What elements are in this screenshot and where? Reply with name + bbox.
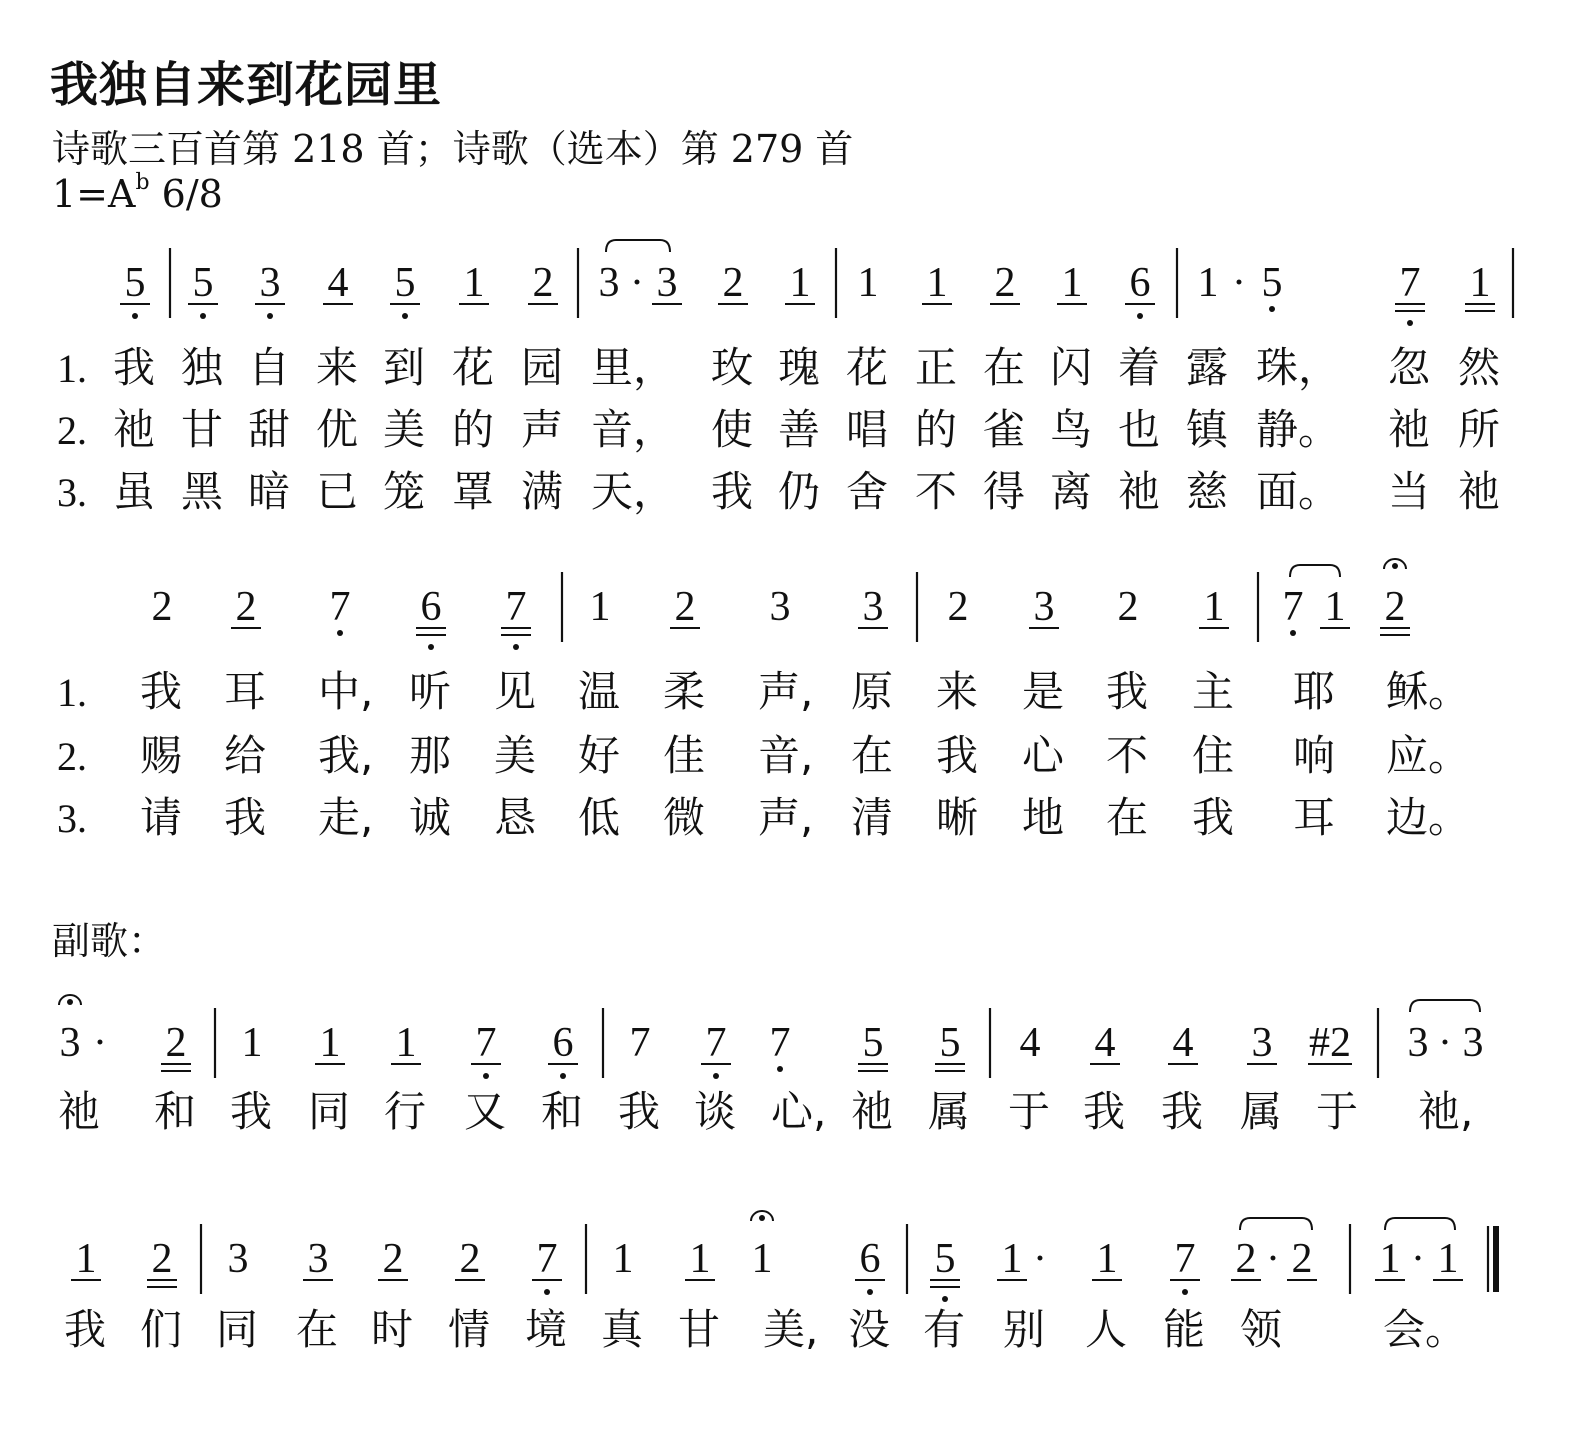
final-bar-thick — [1493, 1226, 1499, 1292]
note: 1 — [1379, 1236, 1401, 1282]
note: 1 — [1096, 1236, 1118, 1282]
lyric-syllable: 的 — [452, 405, 495, 454]
note: 1 — [751, 1236, 773, 1282]
note: 1 — [1324, 584, 1346, 630]
lyric-syllable: 我 — [1192, 793, 1235, 842]
lyric-syllable: 低 — [578, 793, 621, 842]
lyric-syllable: 我 — [224, 793, 267, 842]
lyric-syllable: 我 — [1106, 667, 1149, 716]
note: 1 — [857, 260, 879, 306]
note: 2 — [235, 584, 257, 630]
lyric-syllable: 地 — [1022, 793, 1065, 842]
lyric-syllable: 温 — [578, 667, 621, 716]
lyric-syllable: 人 — [1085, 1305, 1128, 1354]
low-octave-dot — [337, 630, 343, 636]
lyric-syllable: 原 — [851, 667, 894, 716]
lyric-syllable: 甜 — [248, 405, 291, 454]
low-octave-dot — [267, 313, 273, 319]
note: 2 — [1384, 584, 1406, 630]
tie-slur — [1410, 1000, 1480, 1012]
tie-slur — [1290, 565, 1340, 577]
low-octave-dot — [867, 1289, 873, 1295]
lyric-syllable: 自 — [248, 343, 291, 392]
low-octave-dot — [1269, 306, 1275, 312]
note: 3 — [1251, 1020, 1273, 1066]
note: 1 — [789, 260, 811, 306]
note: · — [1438, 1020, 1452, 1066]
lyric-syllable: 给 — [224, 731, 267, 780]
note: 3 — [1462, 1020, 1484, 1066]
note: 1 — [1197, 260, 1219, 306]
note: · — [630, 260, 644, 306]
note: 2 — [532, 260, 554, 306]
lyric-syllable: 听 — [409, 667, 452, 716]
note: 2 — [1117, 584, 1139, 630]
note: 3 — [862, 584, 884, 630]
note: 4 — [1094, 1020, 1116, 1066]
low-octave-dot — [483, 1073, 489, 1079]
low-octave-dot — [513, 644, 519, 650]
lyric-syllable: 赐 — [140, 731, 183, 780]
note: 3 — [769, 584, 791, 630]
lyric-syllable: 柔 — [663, 667, 706, 716]
lyric-syllable: 美 — [494, 731, 537, 780]
note: · — [93, 1020, 107, 1066]
fermata-dot — [759, 1215, 765, 1221]
lyric-syllable: 们 — [140, 1305, 183, 1354]
note: 3 — [656, 260, 678, 306]
lyric-syllable: 我 — [618, 1087, 661, 1136]
note: 3 — [307, 1236, 329, 1282]
lyric-syllable: 恳 — [494, 793, 537, 842]
note: 1 — [1001, 1236, 1023, 1282]
lyric-syllable: 心, — [771, 1087, 827, 1136]
note: 2 — [165, 1020, 187, 1066]
lyric-syllable: 笼 — [383, 467, 426, 516]
note: 2 — [459, 1236, 481, 1282]
lyric-syllable: 谈 — [694, 1087, 737, 1136]
lyric-syllable: 声, — [758, 793, 814, 842]
lyric-syllable: 在 — [983, 343, 1026, 392]
lyric-syllable: 我 — [64, 1305, 107, 1354]
note: · — [1411, 1236, 1425, 1282]
lyric-syllable: 见 — [494, 667, 537, 716]
lyric-syllable: 佳 — [663, 731, 706, 780]
lyric-syllable: 没 — [848, 1305, 891, 1354]
lyric-syllable: 我 — [1161, 1087, 1204, 1136]
note: 3 — [59, 1020, 81, 1066]
note: 1 — [926, 260, 948, 306]
note: 1 — [241, 1020, 263, 1066]
note: · — [1266, 1236, 1280, 1282]
lyric-syllable: 美, — [763, 1305, 819, 1354]
note: 7 — [1399, 260, 1421, 306]
note: 1 — [1437, 1236, 1459, 1282]
lyric-syllable: 在 — [1106, 793, 1149, 842]
lyric-syllable: 音， — [591, 405, 676, 454]
lyric-syllable: 诚 — [409, 793, 452, 842]
song-title: 我独自来到花园里 — [50, 57, 443, 113]
verse-number: 3. — [57, 470, 87, 515]
note: 3 — [1407, 1020, 1429, 1066]
lyric-syllable: 仍 — [778, 467, 821, 516]
note: 5 — [124, 260, 146, 306]
note: 2 — [151, 584, 173, 630]
lyric-syllable: 请 — [140, 793, 183, 842]
note: 1 — [395, 1020, 417, 1066]
lyric-syllable: 有 — [923, 1305, 966, 1354]
low-octave-dot — [777, 1066, 783, 1072]
lyric-syllable: 我 — [711, 467, 754, 516]
lyric-syllable: 得 — [983, 467, 1026, 516]
tie-slur — [606, 240, 670, 252]
lyric-syllable: 优 — [316, 405, 359, 454]
note: 5 — [394, 260, 416, 306]
fermata-dot — [1392, 563, 1398, 569]
lyric-syllable: 瑰 — [778, 343, 821, 392]
lyric-syllable: 甘 — [678, 1305, 721, 1354]
note: 7 — [1282, 584, 1304, 630]
note: 7 — [629, 1020, 651, 1066]
lyric-syllable: 清 — [851, 793, 894, 842]
lyric-syllable: 耳 — [224, 667, 267, 716]
note: 7 — [329, 584, 351, 630]
lyric-syllable: 使 — [711, 405, 754, 454]
note: 1 — [589, 584, 611, 630]
lyric-syllable: 我 — [140, 667, 183, 716]
lyric-syllable: 不 — [915, 467, 958, 516]
time-signature: 6/8 — [161, 172, 223, 216]
lyric-syllable: 微 — [663, 793, 706, 842]
lyric-syllable: 来 — [936, 667, 979, 716]
verse-number: 3. — [57, 796, 87, 841]
lyric-syllable: 鸟 — [1050, 405, 1093, 454]
note: 7 — [705, 1020, 727, 1066]
lyric-syllable: 在 — [296, 1305, 339, 1354]
lyric-syllable: 暗 — [248, 467, 291, 516]
note: 2 — [151, 1236, 173, 1282]
note: 4 — [1172, 1020, 1194, 1066]
low-octave-dot — [544, 1289, 550, 1295]
lyric-syllable: 时 — [371, 1305, 414, 1354]
note: 3 — [227, 1236, 249, 1282]
note: 2 — [994, 260, 1016, 306]
lyric-syllable: 我, — [318, 731, 374, 780]
lyric-syllable: 耳 — [1293, 793, 1336, 842]
lyric-syllable: 耶 — [1293, 667, 1336, 716]
lyric-syllable: 心 — [1022, 731, 1065, 780]
note: 7 — [769, 1020, 791, 1066]
lyric-syllable: 行 — [384, 1087, 427, 1136]
lyric-syllable: 花 — [452, 343, 495, 392]
note: 7 — [505, 584, 527, 630]
note: 5 — [192, 260, 214, 306]
note: 5 — [862, 1020, 884, 1066]
lyric-syllable: 满 — [521, 467, 564, 516]
lyric-syllable: 善 — [778, 405, 821, 454]
lyric-syllable: 祂 — [1458, 467, 1501, 516]
low-octave-dot — [132, 313, 138, 319]
lyric-syllable: 我 — [1083, 1087, 1126, 1136]
low-octave-dot — [1182, 1289, 1188, 1295]
lyric-syllable: 应。 — [1386, 731, 1471, 780]
low-octave-dot — [560, 1073, 566, 1079]
lyric-syllable: 于 — [1008, 1087, 1051, 1136]
note: 2 — [722, 260, 744, 306]
verse-number: 1. — [57, 346, 87, 391]
lyric-syllable: 别 — [1003, 1305, 1046, 1354]
lyric-syllable: 独 — [181, 343, 224, 392]
lyric-syllable: 祂 — [58, 1087, 101, 1136]
lyric-syllable: 露 — [1186, 343, 1229, 392]
note: 6 — [859, 1236, 881, 1282]
note: 3 — [598, 260, 620, 306]
lyric-syllable: 和 — [154, 1087, 197, 1136]
lyric-syllable: 领 — [1240, 1305, 1283, 1354]
lyric-syllable: 所 — [1458, 405, 1501, 454]
lyric-syllable: 甘 — [181, 405, 224, 454]
note: 3 — [1033, 584, 1055, 630]
lyric-syllable: 到 — [383, 343, 426, 392]
tie-slur — [1385, 1218, 1455, 1230]
lyric-syllable: 黑 — [181, 467, 224, 516]
lyric-syllable: 已 — [316, 467, 359, 516]
lyric-syllable: 境 — [525, 1305, 568, 1354]
low-octave-dot — [1290, 630, 1296, 636]
lyric-syllable: 和 — [541, 1087, 584, 1136]
lyric-syllable: 花 — [846, 343, 889, 392]
note: 4 — [327, 260, 349, 306]
lyric-syllable: 祂 — [113, 405, 156, 454]
low-octave-dot — [200, 313, 206, 319]
lyric-syllable: 我 — [936, 731, 979, 780]
tie-slur — [1240, 1218, 1312, 1230]
lyric-syllable: 我 — [230, 1087, 273, 1136]
note: 4 — [1019, 1020, 1041, 1066]
lyric-syllable: 于 — [1316, 1087, 1359, 1136]
low-octave-dot — [1137, 313, 1143, 319]
note: 6 — [1129, 260, 1151, 306]
chorus-label: 副歌： — [52, 919, 167, 963]
low-octave-dot — [428, 644, 434, 650]
verse-number: 2. — [57, 408, 87, 453]
note: 2 — [1235, 1236, 1257, 1282]
lyric-syllable: 罩 — [452, 467, 495, 516]
lyric-syllable: 园 — [521, 343, 564, 392]
note: 1 — [463, 260, 485, 306]
lyric-syllable: 情 — [448, 1305, 491, 1354]
note: 2 — [947, 584, 969, 630]
note: #2 — [1309, 1020, 1351, 1066]
lyric-syllable: 是 — [1022, 667, 1065, 716]
lyric-syllable: 里， — [591, 343, 676, 392]
low-octave-dot — [713, 1073, 719, 1079]
lyric-syllable: 祂 — [1388, 405, 1431, 454]
note: 5 — [934, 1236, 956, 1282]
lyric-syllable: 的 — [915, 405, 958, 454]
lyric-syllable: 声 — [521, 405, 564, 454]
note: 2 — [382, 1236, 404, 1282]
low-octave-dot — [942, 1296, 948, 1302]
lyric-syllable: 正 — [915, 343, 958, 392]
lyric-syllable: 着 — [1118, 343, 1161, 392]
lyric-syllable: 稣。 — [1386, 667, 1471, 716]
key-prefix: 1=A — [52, 172, 136, 216]
lyric-syllable: 祂, — [1418, 1087, 1474, 1136]
note: 1 — [319, 1020, 341, 1066]
lyric-syllable: 然 — [1458, 343, 1501, 392]
lyric-syllable: 同 — [216, 1305, 259, 1354]
lyric-syllable: 会。 — [1383, 1305, 1468, 1354]
note: 2 — [674, 584, 696, 630]
lyric-syllable: 忽 — [1388, 343, 1431, 392]
lyric-syllable: 真 — [601, 1305, 644, 1354]
lyric-syllable: 属 — [928, 1087, 971, 1136]
note: 1 — [689, 1236, 711, 1282]
lyric-syllable: 声, — [758, 667, 814, 716]
lyric-syllable: 镇 — [1186, 405, 1229, 454]
note: 3 — [259, 260, 281, 306]
lyric-syllable: 又 — [464, 1087, 507, 1136]
note: 6 — [552, 1020, 574, 1066]
lyric-syllable: 慈 — [1186, 467, 1229, 516]
lyric-syllable: 雀 — [983, 405, 1026, 454]
fermata-dot — [67, 999, 73, 1005]
lyric-syllable: 好 — [578, 731, 621, 780]
note: 7 — [475, 1020, 497, 1066]
lyric-syllable: 晰 — [936, 793, 979, 842]
lyric-syllable: 在 — [851, 731, 894, 780]
lyric-syllable: 虽 — [113, 467, 156, 516]
lyric-syllable: 也 — [1118, 405, 1161, 454]
lyric-syllable: 我 — [113, 343, 156, 392]
lyric-syllable: 不 — [1106, 731, 1149, 780]
verse-number: 1. — [57, 670, 87, 715]
lyric-syllable: 同 — [308, 1087, 351, 1136]
note: 7 — [1174, 1236, 1196, 1282]
key-flat: b — [135, 170, 150, 196]
verse-number: 2. — [57, 734, 87, 779]
lyric-syllable: 住 — [1192, 731, 1235, 780]
note: 1 — [1061, 260, 1083, 306]
note: 6 — [420, 584, 442, 630]
note: 2 — [1291, 1236, 1313, 1282]
lyric-syllable: 静。 — [1256, 405, 1341, 454]
note: 1 — [1469, 260, 1491, 306]
lyric-syllable: 能 — [1163, 1305, 1206, 1354]
lyric-syllable: 属 — [1240, 1087, 1283, 1136]
lyric-syllable: 那 — [409, 731, 452, 780]
lyric-syllable: 舍 — [846, 467, 889, 516]
note: · — [1033, 1236, 1047, 1282]
low-octave-dot — [1407, 320, 1413, 326]
lyric-syllable: 当 — [1388, 467, 1431, 516]
lyric-syllable: 祂 — [851, 1087, 894, 1136]
low-octave-dot — [402, 313, 408, 319]
lyric-syllable: 珠， — [1256, 343, 1341, 392]
note: 1 — [612, 1236, 634, 1282]
lyric-syllable: 面。 — [1256, 467, 1341, 516]
note: 1 — [75, 1236, 97, 1282]
lyric-syllable: 中, — [318, 667, 374, 716]
lyric-syllable: 边。 — [1386, 793, 1471, 842]
lyric-syllable: 美 — [383, 405, 426, 454]
note: · — [1232, 260, 1246, 306]
note: 5 — [939, 1020, 961, 1066]
lyric-syllable: 音, — [758, 731, 814, 780]
lyric-syllable: 主 — [1192, 667, 1235, 716]
lyric-syllable: 离 — [1050, 467, 1093, 516]
lyric-syllable: 来 — [316, 343, 359, 392]
lyric-syllable: 天， — [591, 467, 676, 516]
lyric-syllable: 祂 — [1118, 467, 1161, 516]
lyric-syllable: 闪 — [1050, 343, 1093, 392]
note: 5 — [1261, 260, 1283, 306]
lyric-syllable: 玫 — [711, 343, 754, 392]
song-subtitle: 诗歌三百首第 218 首；诗歌（选本）第 279 首 — [52, 127, 854, 171]
lyric-syllable: 唱 — [846, 405, 889, 454]
note: 1 — [1203, 584, 1225, 630]
lyric-syllable: 走, — [318, 793, 374, 842]
note: 7 — [536, 1236, 558, 1282]
lyric-syllable: 响 — [1293, 731, 1336, 780]
